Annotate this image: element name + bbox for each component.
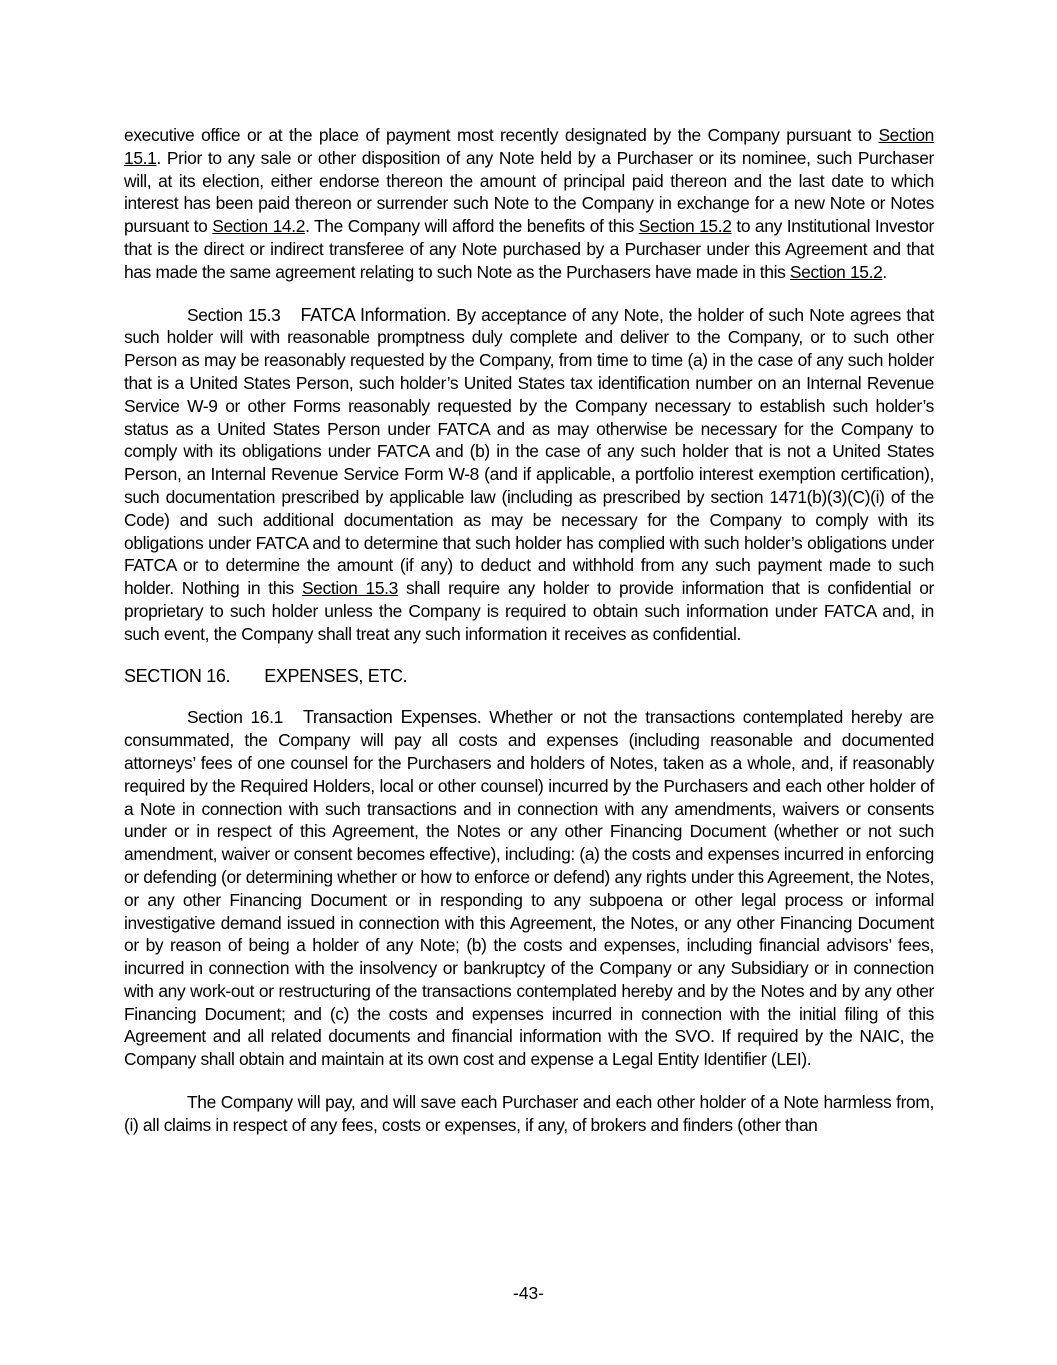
final-paragraph: The Company will pay, and will save each Purchaser and each other holder of a Note harmless from, (i) all claims in respect of any fees, costs or expenses, if any, of brokers and finders (other than bbox=[124, 1092, 934, 1135]
section-16-label: SECTION 16. bbox=[124, 665, 231, 686]
section-15-3-number: Section 15.3 bbox=[187, 304, 281, 325]
section-16-1-number: Section 16.1 bbox=[187, 707, 283, 728]
section-15-3-paragraph: Section 15.3 FATCA Information. By acceptance of any Note, the holder of such Note agrees that such holder will with reasonable promptness duly complete and deliver to the Company, or to such other Person as may be reasonably requested by the Company, from time to time (a) in the case of any such holder that is a United States Person, such holder’s United States tax identification number on an Internal Revenue Service W-9 or other Forms reasonably requested by the Company necessary to establish such holder’s status as a United States Person under FATCA and as may otherwise be necessary for the Company to comply with its obligations under FATCA and (b) in the case of any such holder that is not a United States Person, an Internal Revenue Service Form W-8 (and if applicable, a portfolio interest exemption certification), such documentation prescribed by applicable law (including as prescribed by section 1471(b)(3)(C)(i) of the Code) and such additional documentation as may be necessary for the Company to comply with its obligations under FATCA and to determine that such holder has complied with such holder’s obligations under FATCA or to determine the amount (if any) to deduct and withhold from any such payment made to such holder. Nothing in this Section 15.3 shall require any holder to provide information that is confidential or proprietary to such holder unless the Company is required to obtain such information under FATCA and, in such event, the Company shall treat any such information it receives as confidential. bbox=[124, 304, 934, 644]
section-15-3-title: FATCA Information bbox=[300, 304, 447, 325]
section-15-3-reference: Section 15.3 bbox=[301, 578, 398, 599]
document-page bbox=[124, 124, 934, 1137]
section-16-heading bbox=[124, 665, 934, 688]
section-15-2-reference: Section 15.2 bbox=[638, 216, 732, 237]
paragraph-continuation-15-2: executive office or at the place of payment most recently designated by the Company pursuant to Section 15.1. Prior to any sale or other disposition of any Note held by a Purchaser or its nominee, such Purchaser will, at its election, either endorse thereon the amount of principal paid thereon and the last date to which interest has been paid thereon or surrender such Note to the Company in exchange for a new Note or Notes pursuant to Section 14.2. The Company will afford the benefits of this Section 15.2 to any Institutional Investor that is the direct or indirect transferee of any Note purchased by a Purchaser under this Agreement and that has made the same agreement relating to such Note as the Purchasers have made in this Section 15.2. bbox=[124, 125, 934, 282]
section-15-2-reference: Section 15.2 bbox=[789, 261, 883, 282]
section-14-2-reference: Section 14.2 bbox=[212, 216, 306, 237]
section-16-1-title: Transaction Expenses bbox=[302, 707, 477, 728]
page-number: -43- bbox=[513, 1283, 544, 1303]
section-16-title: EXPENSES, ETC. bbox=[264, 665, 408, 686]
section-15-1-reference: Section 15.1 bbox=[124, 125, 934, 168]
section-16-1-paragraph: Section 16.1 Transaction Expenses. Whether or not the transactions contemplated hereby are consummated, the Company will pay all costs and expenses (including reasonable and documented attorneys’ fees of one counsel for the Purchasers and holders of Notes, taken as a whole, and, if reasonably required by the Required Holders, local or other counsel) incurred by the Purchasers and each other holder of a Note in connection with such transactions and in connection with any amendments, waivers or consents under or in respect of this Agreement, the Notes or any other Financing Document (whether or not such amendment, waiver or consent becomes effective), including: (a) the costs and expenses incurred in enforcing or defending (or determining whether or how to enforce or defend) any rights under this Agreement, the Notes, or any other Financing Document or in responding to any subpoena or other legal process or informal investigative demand issued in connection with this Agreement, the Notes, or any other Financing Document or by reason of being a holder of any Note; (b) the costs and expenses, including financial advisors’ fees, incurred in connection with the insolvency or bankruptcy of the Company or any Subsidiary or in connection with any work-out or restructuring of the transactions contemplated hereby and by the Notes and by any other Financing Document; and (c) the costs and expenses incurred in connection with the initial filing of this Agreement and all related documents and financial information with the SVO. If required by the NAIC, the Company shall obtain and maintain at its own cost and expense a Legal Entity Identifier (LEI). bbox=[124, 707, 934, 1070]
